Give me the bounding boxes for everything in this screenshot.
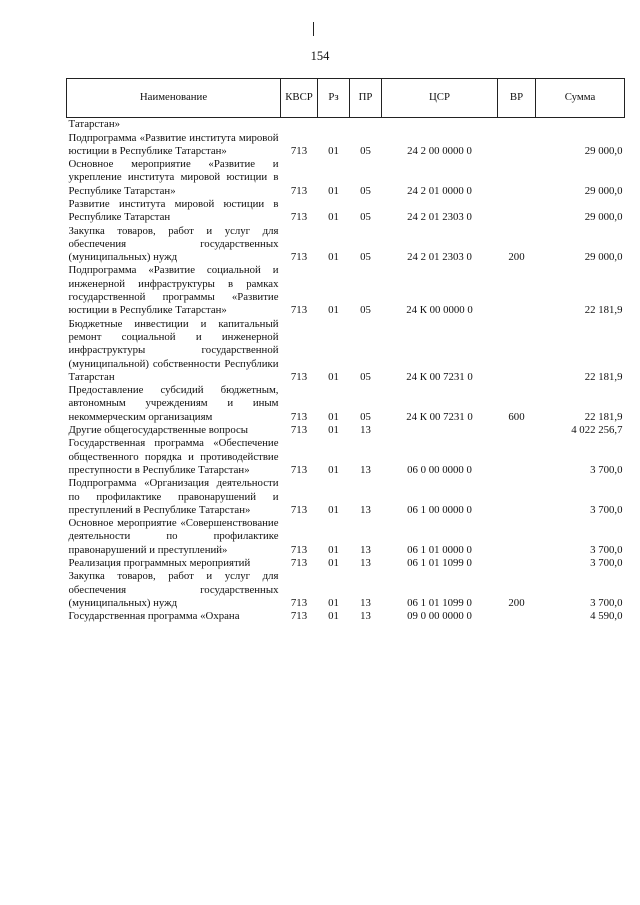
row-kvsr: 713 xyxy=(290,596,308,609)
row-kvsr: 713 xyxy=(290,211,308,224)
row-pr: 13 xyxy=(360,424,371,437)
row-kvsr: 713 xyxy=(290,304,308,317)
table-row xyxy=(67,437,625,477)
row-kvsr: 713 xyxy=(290,463,308,476)
row-rz: 01 xyxy=(328,596,339,609)
col-header-name: Наименование xyxy=(67,79,281,118)
table-row xyxy=(67,264,625,317)
row-kvsr: 713 xyxy=(290,144,308,157)
table-row xyxy=(67,118,625,132)
row-csr: 24 2 01 2303 0 xyxy=(407,251,472,264)
table-row xyxy=(67,557,625,570)
row-vr xyxy=(498,118,536,132)
row-name: Основное мероприятие «Развитие и укрепление института мировой юстиции в Республике Татарстан» xyxy=(68,158,279,197)
row-pr xyxy=(350,118,382,132)
row-pr: 05 xyxy=(360,410,371,423)
row-vr: 200 xyxy=(508,596,525,609)
row-kvsr: 713 xyxy=(290,424,308,437)
row-rz: 01 xyxy=(328,463,339,476)
row-sum: 4 590,0 xyxy=(590,610,623,623)
row-rz: 01 xyxy=(328,370,339,383)
col-header-vr: ВР xyxy=(498,79,536,118)
col-header-rz: Рз xyxy=(318,79,350,118)
row-pr: 13 xyxy=(360,596,371,609)
row-sum: 29 000,0 xyxy=(584,144,623,157)
row-vr xyxy=(498,264,536,317)
row-name: Основное мероприятие «Совершенствование деятельности по профилактике правонарушений и преступлений» xyxy=(68,517,279,556)
row-pr: 05 xyxy=(360,304,371,317)
row-csr: 24 2 01 2303 0 xyxy=(407,211,472,224)
row-sum: 29 000,0 xyxy=(584,184,623,197)
row-vr xyxy=(498,158,536,198)
row-name: Подпрограмма «Развитие института мировой юстиции в Республике Татарстан» xyxy=(68,131,279,157)
row-kvsr: 713 xyxy=(290,251,308,264)
row-pr: 13 xyxy=(360,543,371,556)
table-row xyxy=(67,610,625,623)
row-sum: 3 700,0 xyxy=(590,543,623,556)
row-pr: 05 xyxy=(360,370,371,383)
col-header-sum: Сумма xyxy=(536,79,625,118)
row-kvsr: 713 xyxy=(290,543,308,556)
row-pr: 13 xyxy=(360,610,371,623)
row-rz: 01 xyxy=(328,251,339,264)
row-kvsr: 713 xyxy=(290,410,308,423)
table-row xyxy=(67,132,625,159)
table-row xyxy=(67,158,625,198)
row-vr xyxy=(498,424,536,437)
row-csr: 06 0 00 0000 0 xyxy=(407,463,472,476)
row-kvsr: 713 xyxy=(290,610,308,623)
col-header-csr: ЦСР xyxy=(382,79,498,118)
row-kvsr: 713 xyxy=(290,557,308,569)
row-rz xyxy=(318,118,350,132)
row-sum: 3 700,0 xyxy=(590,596,623,609)
row-name: Подпрограмма «Развитие социальной и инженерной инфраструктуры в рамках государственной программы «Развитие юстиции в Республике Татарстан» xyxy=(68,264,279,317)
row-rz: 01 xyxy=(328,543,339,556)
row-csr xyxy=(382,424,498,437)
row-rz: 01 xyxy=(328,144,339,157)
row-csr: 09 0 00 0000 0 xyxy=(407,610,472,623)
row-csr: 24 К 00 7231 0 xyxy=(406,370,473,383)
row-vr xyxy=(498,437,536,477)
col-header-kvsr: КВСР xyxy=(281,79,318,118)
row-pr: 05 xyxy=(360,211,371,224)
table-row xyxy=(67,570,625,610)
row-sum: 3 700,0 xyxy=(590,503,623,516)
table-row xyxy=(67,424,625,437)
row-name: Предоставление субсидий бюджетным, автономным учреждениям и иным некоммерческим организациям xyxy=(68,384,279,423)
row-rz: 01 xyxy=(328,304,339,317)
row-pr: 13 xyxy=(360,557,371,569)
budget-table xyxy=(66,78,625,623)
row-csr: 06 1 00 0000 0 xyxy=(407,503,472,516)
row-vr xyxy=(498,198,536,225)
row-sum: 22 181,9 xyxy=(584,370,623,383)
col-header-pr: ПР xyxy=(350,79,382,118)
row-sum: 22 181,9 xyxy=(584,304,623,317)
row-csr: 06 1 01 1099 0 xyxy=(407,596,472,609)
row-csr: 06 1 01 0000 0 xyxy=(407,543,472,556)
row-rz: 01 xyxy=(328,424,339,437)
row-name: Бюджетные инвестиции и капитальный ремонт социальной и инженерной инфраструктуры государственной (муниципальной) собственности Республики Татарстан xyxy=(68,317,279,383)
table-row xyxy=(67,517,625,557)
table-row xyxy=(67,225,625,265)
row-vr xyxy=(498,557,536,570)
row-pr: 05 xyxy=(360,144,371,157)
row-name: Другие общегосударственные вопросы xyxy=(68,424,249,437)
row-vr xyxy=(498,477,536,517)
page-number: 154 xyxy=(310,49,330,63)
row-csr: 24 К 00 0000 0 xyxy=(406,304,473,317)
row-vr xyxy=(498,132,536,159)
row-vr xyxy=(498,610,536,623)
row-rz: 01 xyxy=(328,410,339,423)
row-name: Закупка товаров, работ и услуг для обеспечения государственных (муниципальных) нужд xyxy=(68,570,279,609)
table-row xyxy=(67,198,625,225)
row-csr xyxy=(382,118,498,132)
row-name: Реализация программных мероприятий xyxy=(68,557,251,569)
row-csr: 24 2 00 0000 0 xyxy=(407,144,472,157)
row-sum: 22 181,9 xyxy=(584,410,623,423)
row-name: Государственная программа «Обеспечение общественного порядка и противодействие преступности в Республике Татарстан» xyxy=(68,437,279,476)
table-row xyxy=(67,384,625,424)
row-name: Закупка товаров, работ и услуг для обеспечения государственных (муниципальных) нужд xyxy=(68,224,279,264)
row-sum: 3 700,0 xyxy=(590,463,623,476)
row-sum: 29 000,0 xyxy=(584,251,623,264)
row-rz: 01 xyxy=(328,610,339,623)
row-sum: 4 022 256,7 xyxy=(571,424,623,437)
row-rz: 01 xyxy=(328,211,339,224)
row-csr: 24 К 00 7231 0 xyxy=(406,410,473,423)
row-pr: 05 xyxy=(360,184,371,197)
row-kvsr: 713 xyxy=(290,503,308,516)
row-vr: 600 xyxy=(508,410,525,423)
row-pr: 13 xyxy=(360,463,371,476)
row-kvsr: 713 xyxy=(290,370,308,383)
row-sum: 29 000,0 xyxy=(584,211,623,224)
row-sum xyxy=(536,118,625,132)
row-pr: 05 xyxy=(360,251,371,264)
top-margin-mark xyxy=(313,22,314,36)
table-header-row xyxy=(67,79,625,118)
row-csr: 06 1 01 1099 0 xyxy=(407,557,472,569)
row-csr: 24 2 01 0000 0 xyxy=(407,184,472,197)
row-sum: 3 700,0 xyxy=(590,557,623,569)
row-vr: 200 xyxy=(508,251,525,264)
table-row xyxy=(67,477,625,517)
row-rz: 01 xyxy=(328,184,339,197)
row-rz: 01 xyxy=(328,503,339,516)
row-rz: 01 xyxy=(328,557,339,569)
table-row xyxy=(67,318,625,384)
row-kvsr: 713 xyxy=(290,184,308,197)
row-name: Государственная программа «Охрана xyxy=(68,610,240,623)
row-name: Развитие института мировой юстиции в Республике Татарстан xyxy=(68,197,279,224)
row-name: Подпрограмма «Организация деятельности по профилактике правонарушений и преступлений в Республике Татарстан» xyxy=(68,477,279,516)
row-vr xyxy=(498,318,536,384)
row-name: Татарстан» xyxy=(68,118,120,130)
row-pr: 13 xyxy=(360,503,371,516)
row-kvsr xyxy=(281,118,318,132)
row-vr xyxy=(498,517,536,557)
